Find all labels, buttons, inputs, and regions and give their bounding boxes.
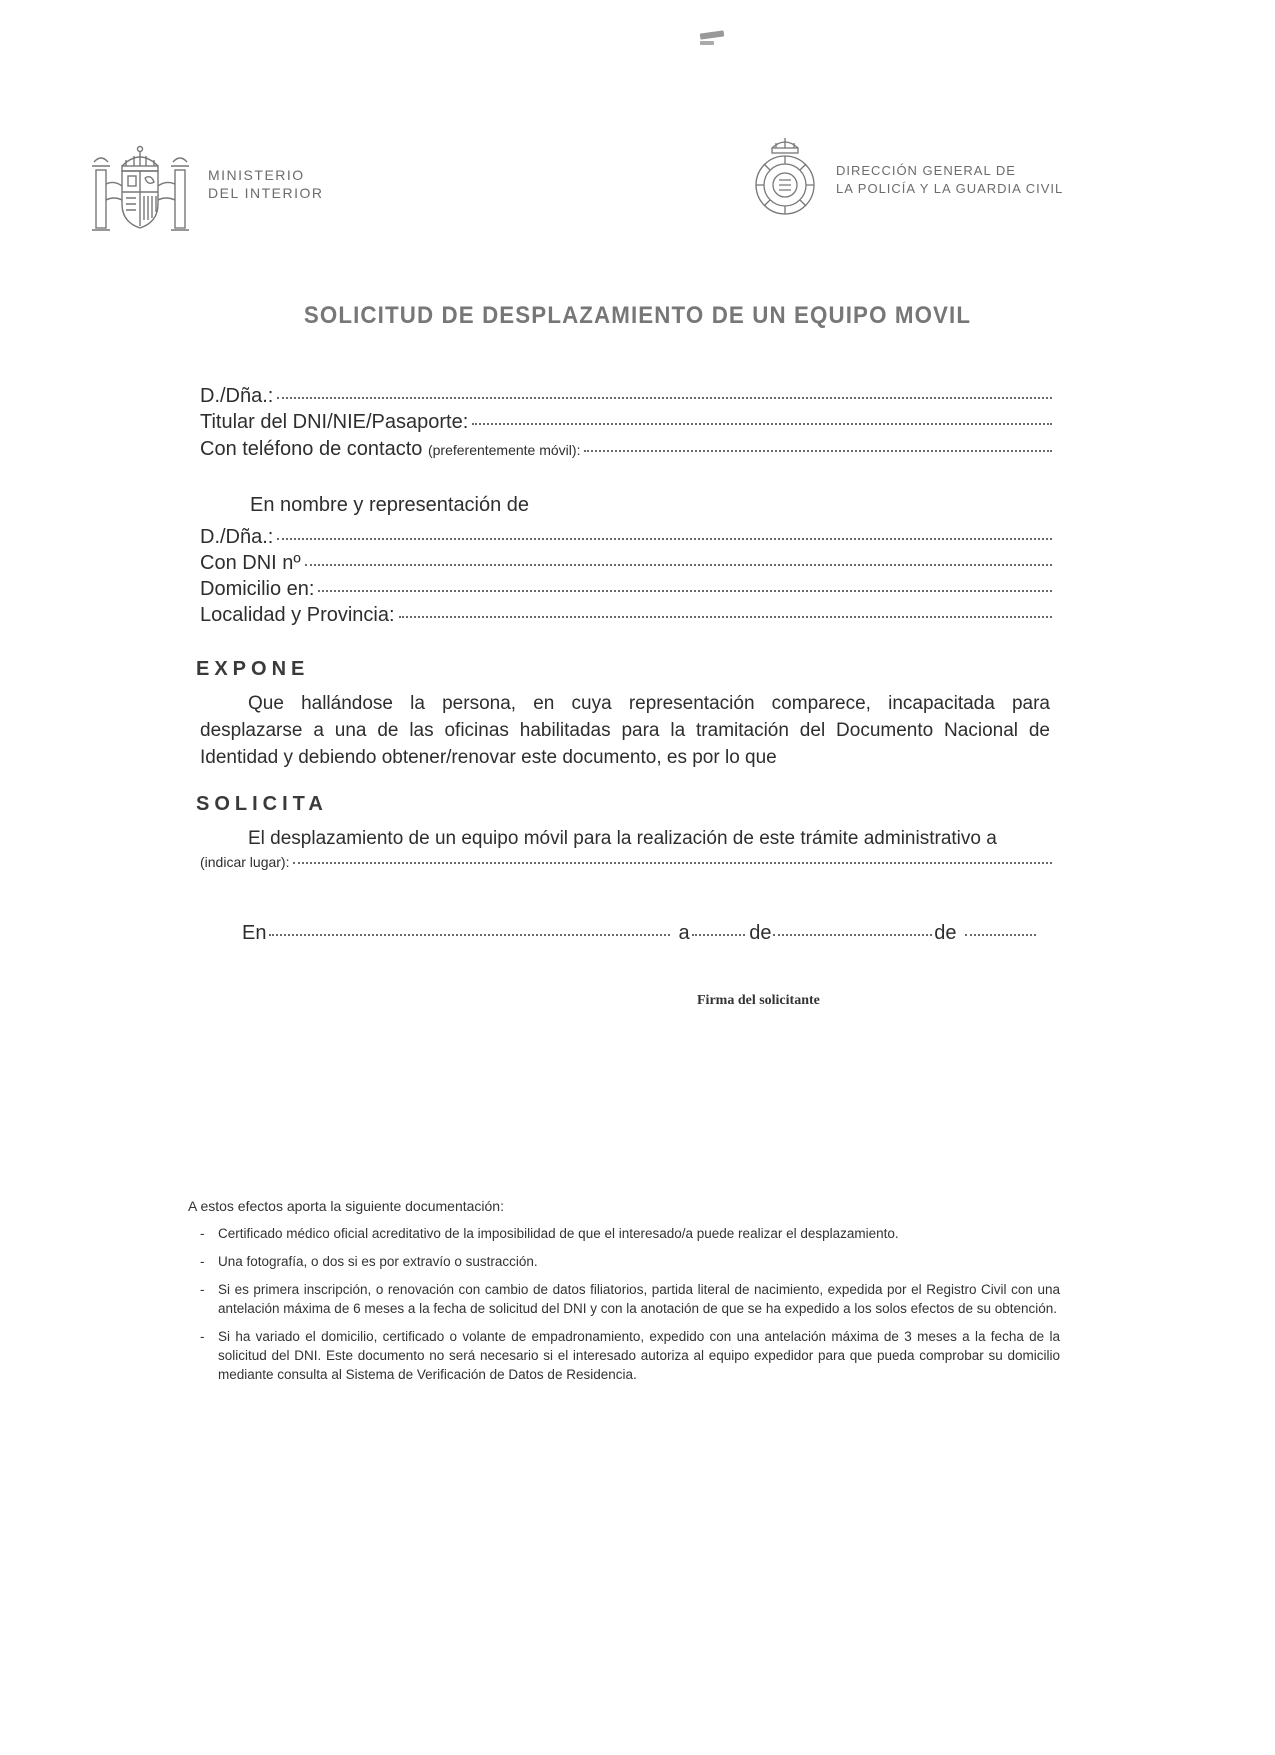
- represented-dni-label: Con DNI nº: [200, 552, 301, 574]
- represented-name-blank[interactable]: [277, 537, 1052, 540]
- expone-heading: EXPONE: [196, 658, 310, 680]
- represented-dni-blank[interactable]: [305, 563, 1052, 566]
- applicant-phone-label: [200, 438, 584, 461]
- solicita-text: [200, 825, 1050, 852]
- representation-intro: En nombre y representación de: [250, 494, 530, 516]
- date-month-label: de: [749, 922, 772, 944]
- scan-mark: [700, 30, 725, 39]
- applicant-id-label: Titular del DNI/NIE/Pasaporte:: [200, 411, 469, 433]
- applicant-phone-field[interactable]: [200, 438, 1052, 461]
- bullet: -: [200, 1329, 205, 1344]
- applicant-id-field[interactable]: [200, 411, 1052, 434]
- represented-address-label: Domicilio en:: [200, 578, 315, 600]
- list-item-text: Si es primera inscripción, o renovación con cambio de datos filiatorios, partida literal de nacimiento, expedida por el Registro Civil con una antelación máxima de 6 meses a la fecha de solicitud del DNI y con la anotación de que se ha expedido a los solos efectos de su obtención.: [218, 1282, 1060, 1316]
- solicita-heading: SOLICITA: [196, 793, 328, 815]
- signature-label: Firma del solicitante: [697, 993, 820, 1008]
- date-month-blank[interactable]: [773, 933, 932, 936]
- place-blank[interactable]: [293, 861, 1052, 864]
- police-directorate-name: [836, 162, 1063, 198]
- represented-name-field[interactable]: [200, 526, 1052, 549]
- list-item: [200, 1252, 1060, 1271]
- date-day-label: a: [678, 922, 690, 944]
- bullet: -: [200, 1226, 205, 1241]
- applicant-id-blank[interactable]: [472, 422, 1052, 425]
- represented-address-blank[interactable]: [318, 589, 1052, 592]
- documentation-title: A estos efectos aporta la siguiente documentación:: [188, 1198, 504, 1214]
- ministry-coat-of-arms-icon: [88, 140, 193, 236]
- applicant-name-field[interactable]: [200, 385, 1052, 408]
- ministry-line-1: MINISTERIO: [208, 167, 305, 183]
- represented-address-field[interactable]: [200, 578, 1052, 601]
- list-item: [200, 1280, 1060, 1318]
- applicant-phone-blank[interactable]: [584, 449, 1052, 452]
- applicant-phone-label-text: Con teléfono de contacto: [200, 438, 423, 460]
- date-day-blank[interactable]: [692, 933, 746, 936]
- place-field[interactable]: [200, 854, 1052, 870]
- place-label: (indicar lugar):: [200, 854, 290, 870]
- represented-city-label: Localidad y Provincia:: [200, 604, 395, 626]
- documentation-list: [200, 1224, 1060, 1393]
- applicant-name-blank[interactable]: [277, 396, 1052, 399]
- list-item-text: Una fotografía, o dos si es por extravío o sustracción.: [218, 1254, 538, 1269]
- scan-mark: [700, 41, 714, 45]
- police-line-1: DIRECCIÓN GENERAL DE: [836, 163, 1016, 178]
- date-line: [242, 922, 1036, 945]
- page-title: SOLICITUD DE DESPLAZAMIENTO DE UN EQUIPO MOVIL: [303, 302, 972, 329]
- solicita-body: El desplazamiento de un equipo móvil para la realización de este trámite administrativo a: [248, 828, 997, 849]
- ministry-name: [208, 166, 324, 202]
- date-city-label: En: [242, 922, 267, 944]
- date-year-blank[interactable]: [965, 933, 1036, 936]
- represented-dni-field[interactable]: [200, 552, 1052, 575]
- date-year-label: de: [934, 922, 957, 944]
- bullet: -: [200, 1282, 205, 1297]
- list-item-text: Certificado médico oficial acreditativo de la imposibilidad de que el interesado/a puede realizar el desplazamiento.: [218, 1226, 899, 1241]
- expone-text: [200, 690, 1050, 771]
- applicant-phone-note: (preferentemente móvil):: [427, 442, 581, 458]
- date-city-blank[interactable]: [269, 933, 670, 936]
- represented-city-blank[interactable]: [399, 615, 1052, 618]
- list-item-text: Si ha variado el domicilio, certificado o volante de empadronamiento, expedido con una antelación máxima de 3 meses a la fecha de la solicitud del DNI. Este documento no será necesario si el interesado autoriza al equipo expedidor para que pueda comprobar su domicilio mediante consulta al Sistema de Verificación de Datos de Residencia.: [218, 1329, 1060, 1382]
- list-item: [200, 1327, 1060, 1384]
- represented-name-label: D./Dña.:: [200, 526, 274, 548]
- ministry-line-2: DEL INTERIOR: [208, 185, 324, 201]
- represented-city-field[interactable]: [200, 604, 1052, 627]
- police-badge-icon: [752, 130, 818, 220]
- expone-body: Que hallándose la persona, en cuya representación comparece, incapacitada para desplazarse a una de las oficinas habilitadas para la tramitación del Documento Nacional de Identidad y debiendo obtener/renovar este documento, es por lo que: [200, 693, 1050, 768]
- list-item: [200, 1224, 1060, 1243]
- police-line-2: LA POLICÍA Y LA GUARDIA CIVIL: [836, 181, 1064, 196]
- applicant-name-label: D./Dña.:: [200, 385, 274, 407]
- bullet: -: [200, 1254, 205, 1269]
